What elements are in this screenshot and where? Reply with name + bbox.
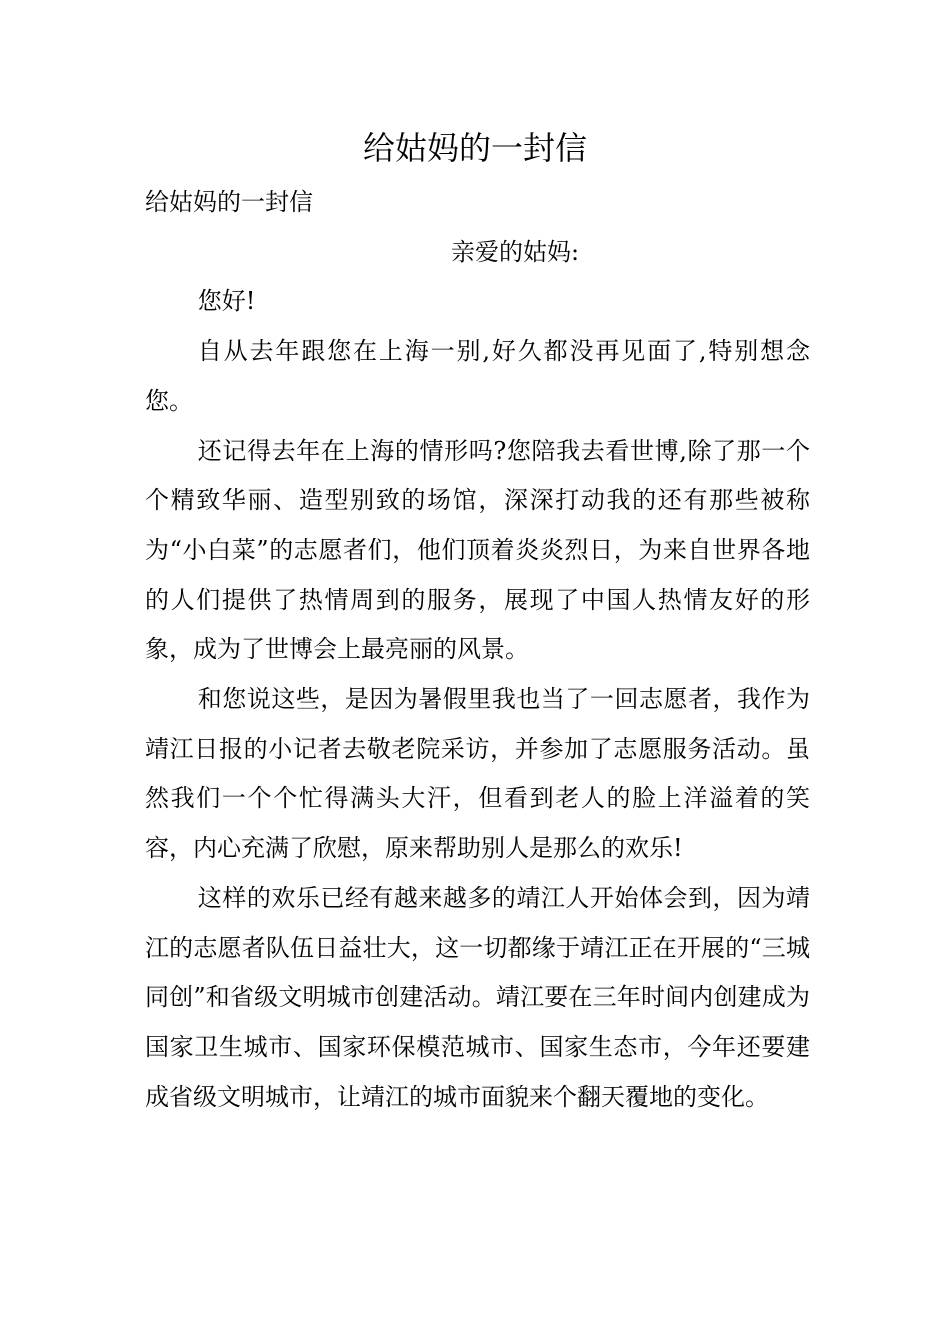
letter-paragraph: 还记得去年在上海的情形吗?您陪我去看世博,除了那一个个精致华丽、造型别致的场馆，深深打动我的还有那些被称为“小白菜”的志愿者们，他们顶着炎炎烈日，为来自世界各地的人们提供了热情周到的服务，展现了中国人热情友好的形象，成为了世博会上最亮丽的风景。 [145,436,810,664]
letter-greeting: 您好! [197,287,256,316]
letter-paragraph: 这样的欢乐已经有越来越多的靖江人开始体会到，因为靖江的志愿者队伍日益壮大，这一切都缘于靖江正在开展的“三城同创”和省级文明城市创建活动。靖江要在三年时间内创建成为国家卫生城市、国家环保模范城市、国家生态市，今年还要建成省级文明城市，让靖江的城市面貌来个翻天覆地的变化。 [145,883,810,1111]
letter-body [145,178,810,1122]
letter-subtitle: 给姑妈的一封信 [145,188,313,216]
letter-paragraph: 自从去年跟您在上海一别,好久都没再见面了,特别想念您。 [145,337,810,415]
letter-salutation: 亲爱的姑妈: [451,237,580,266]
letter-paragraph: 和您说这些，是因为暑假里我也当了一回志愿者，我作为靖江日报的小记者去敬老院采访，并参加了志愿服务活动。虽然我们一个个忙得满头大汗，但看到老人的脸上洋溢着的笑容，内心充满了欣慰，原来帮助别人是那么的欢乐! [145,685,810,863]
document-title: 给姑妈的一封信 [362,129,587,167]
